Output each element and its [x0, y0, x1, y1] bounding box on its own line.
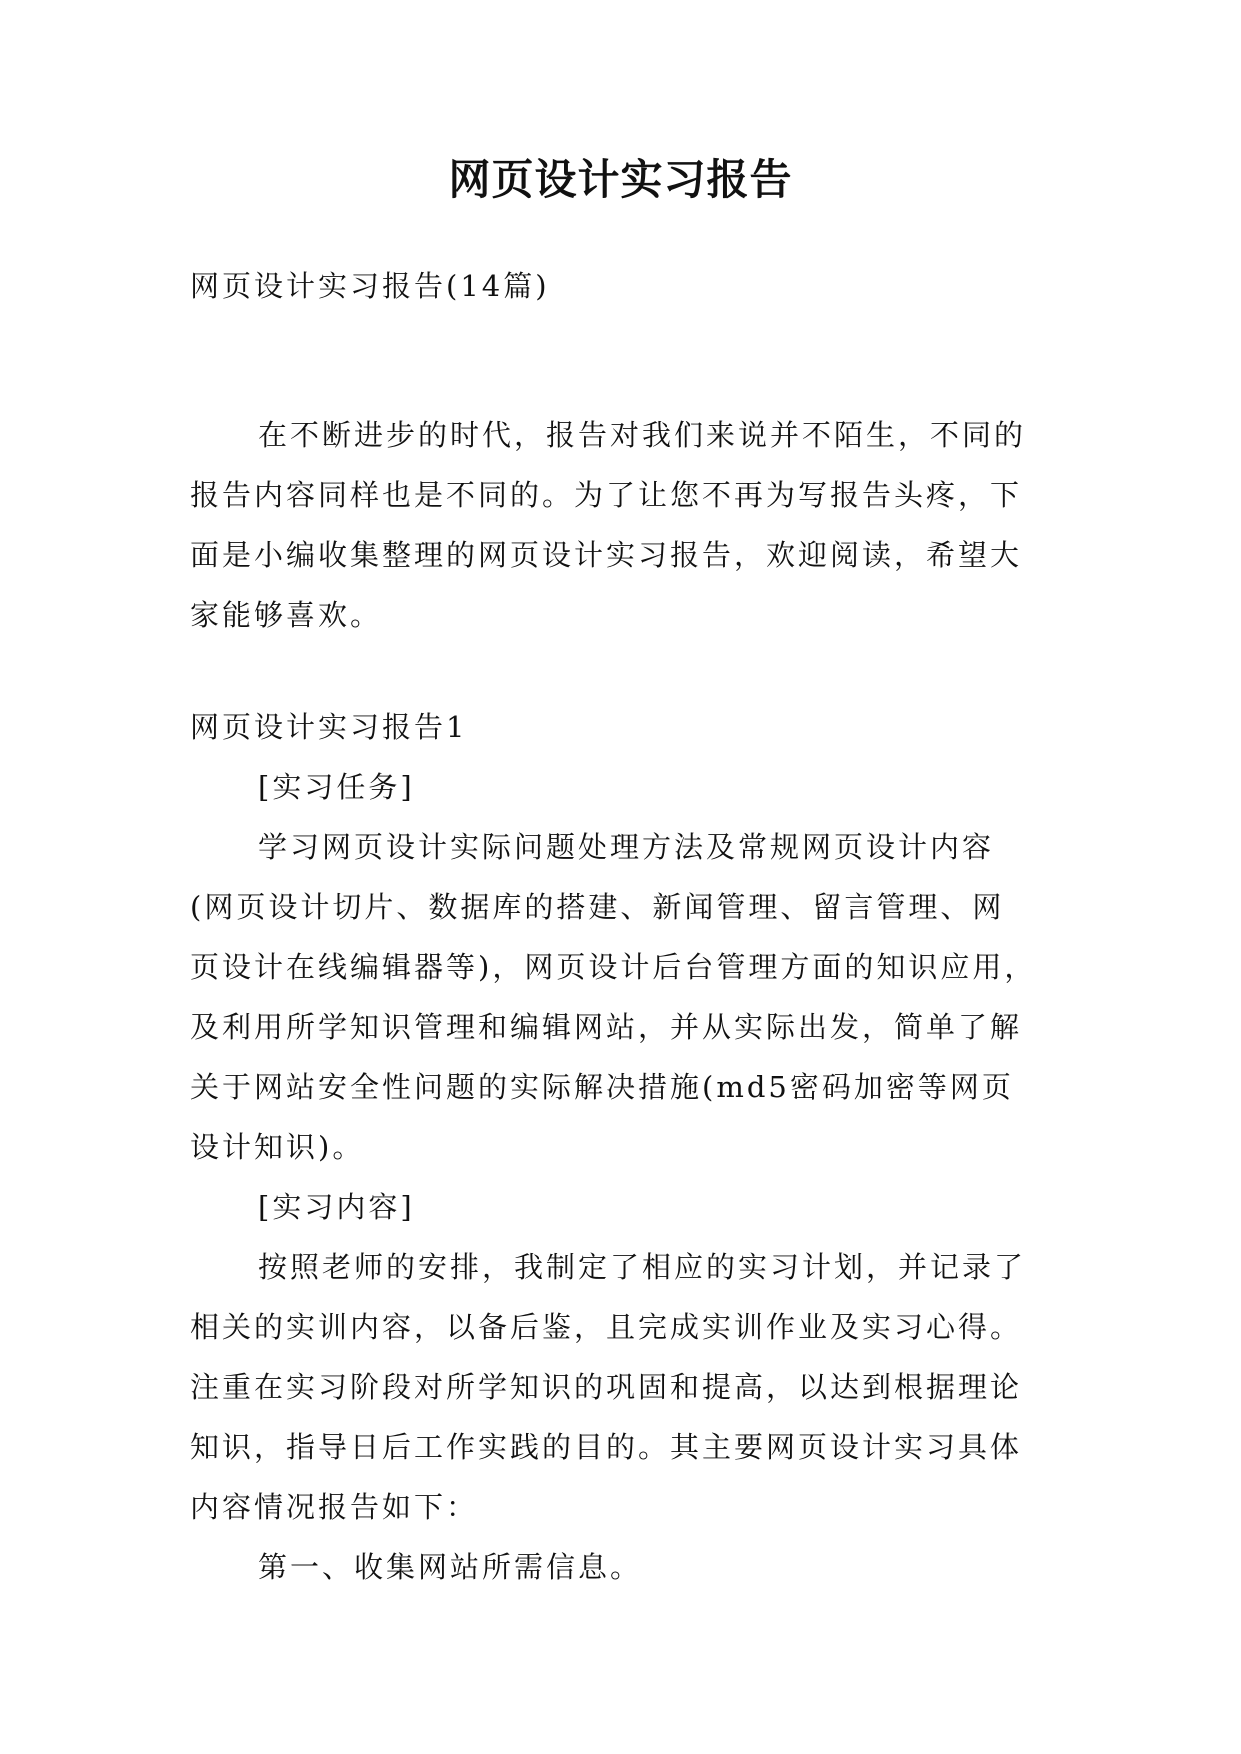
subtitle-line: 网页设计实习报告(14篇) — [190, 269, 550, 303]
task-line: 及利用所学知识管理和编辑网站，并从实际出发，简单了解 — [190, 1010, 1023, 1044]
content-line: 按照老师的安排，我制定了相应的实习计划，并记录了 — [258, 1250, 1027, 1284]
task-line: 学习网页设计实际问题处理方法及常规网页设计内容 — [258, 830, 995, 864]
first-item: 第一、收集网站所需信息。 — [258, 1550, 643, 1584]
content-line: 相关的实训内容，以备后鉴，且完成实训作业及实习心得。 — [190, 1310, 1023, 1344]
document-title: 网页设计实习报告 — [448, 155, 793, 204]
report-1-section — [190, 697, 1070, 1597]
content-heading: [实习内容] — [258, 1190, 415, 1224]
intro-line: 在不断进步的时代，报告对我们来说并不陌生，不同的 — [258, 418, 1027, 452]
intro-line: 面是小编收集整理的网页设计实习报告，欢迎阅读，希望大 — [190, 538, 1023, 572]
document-subtitle — [190, 256, 1070, 316]
intro-line: 家能够喜欢。 — [190, 598, 383, 632]
section-heading: 网页设计实习报告1 — [190, 710, 468, 744]
content-line: 注重在实习阶段对所学知识的巩固和提高，以达到根据理论 — [190, 1370, 1023, 1404]
task-line: (网页设计切片、数据库的搭建、新闻管理、留言管理、网 — [190, 890, 1005, 924]
task-line: 页设计在线编辑器等)，网页设计后台管理方面的知识应用， — [190, 950, 1037, 984]
intro-paragraph — [190, 405, 1070, 645]
content-line: 内容情况报告如下： — [190, 1490, 479, 1524]
content-line: 知识，指导日后工作实践的目的。其主要网页设计实习具体 — [190, 1430, 1023, 1464]
intro-line: 报告内容同样也是不同的。为了让您不再为写报告头疼，下 — [190, 478, 1023, 512]
task-line: 设计知识)。 — [190, 1130, 365, 1164]
task-line: 关于网站安全性问题的实际解决措施(md5密码加密等网页 — [190, 1070, 1014, 1104]
task-heading: [实习任务] — [258, 770, 415, 804]
